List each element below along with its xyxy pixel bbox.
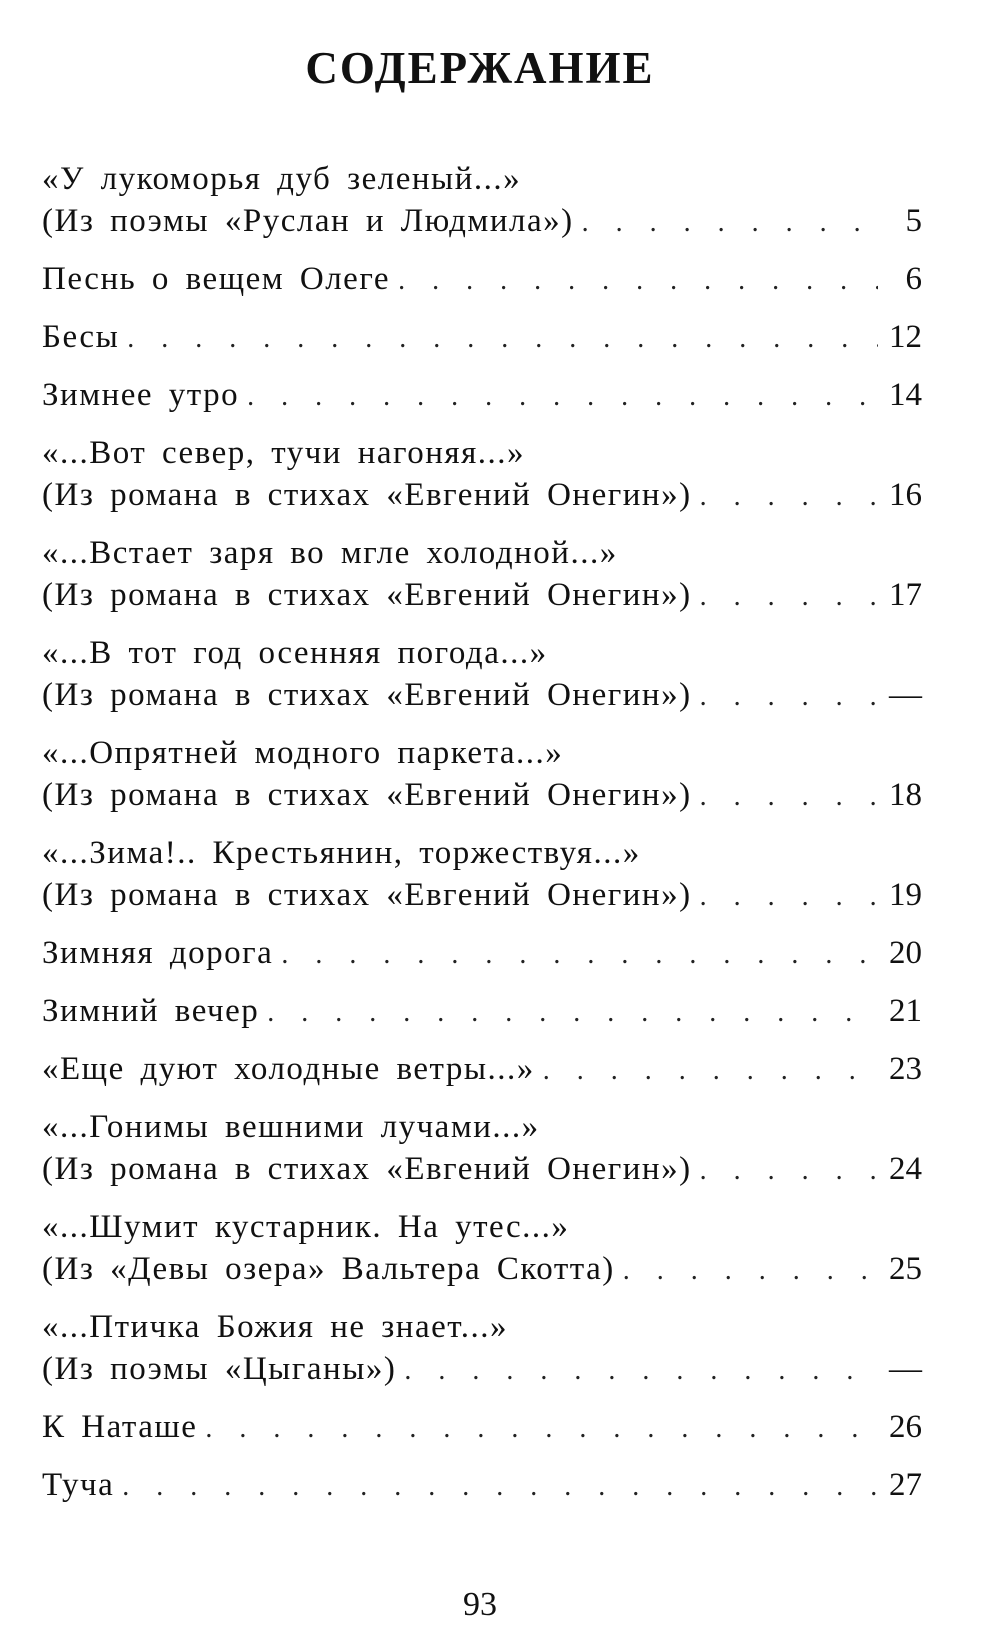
- toc-entry-title: «...Вот север, тучи нагоняя...»: [42, 435, 526, 471]
- toc-entry-page-number: 26: [889, 1409, 922, 1445]
- dot-leader: [398, 260, 878, 302]
- toc-entry-page-number: 14: [889, 377, 922, 413]
- dot-leader: [122, 1466, 878, 1508]
- toc-entry: [42, 532, 922, 618]
- toc-entry-line: [42, 674, 922, 718]
- toc-entry-line: [42, 316, 922, 360]
- toc-entry: [42, 632, 922, 718]
- toc-entry-title: (Из поэмы «Руслан и Людмила»): [42, 203, 574, 239]
- toc-entry-page-number: —: [889, 1351, 922, 1387]
- page-number: 93: [463, 1586, 497, 1623]
- toc-entry: [42, 1464, 922, 1508]
- dot-leader: [404, 1350, 878, 1392]
- dot-leader: [127, 318, 878, 360]
- dot-leader: [700, 876, 878, 918]
- dot-leader: [623, 1250, 878, 1292]
- toc-entry-title: (Из поэмы «Цыганы»): [42, 1351, 397, 1387]
- toc-entry-title: «...Гонимы вешними лучами...»: [42, 1109, 540, 1145]
- toc-entry-page-number: 12: [889, 319, 922, 355]
- toc-entry-title: «...Встает заря во мгле холодной...»: [42, 535, 618, 571]
- toc-entry-title: «...Опрятней модного паркета...»: [42, 735, 564, 771]
- toc-entry-page-number: 24: [889, 1151, 922, 1187]
- toc-entry-title: «Еще дуют холодные ветры...»: [42, 1051, 535, 1087]
- toc-entry-title: (Из романа в стихах «Евгений Онегин»): [42, 577, 692, 613]
- toc-entry-page-number: 17: [889, 577, 922, 613]
- toc-entry-line: [42, 474, 922, 518]
- toc-entry: [42, 1306, 922, 1392]
- dot-leader: [700, 576, 878, 618]
- dot-leader: [205, 1408, 878, 1450]
- toc-entry-line: [42, 990, 922, 1034]
- toc-entry: [42, 1048, 922, 1092]
- toc-entry-page-number: 18: [889, 777, 922, 813]
- dot-leader: [247, 376, 878, 418]
- toc-entry-line: [42, 1406, 922, 1450]
- dot-leader: [267, 992, 878, 1034]
- toc-entry-line: [42, 932, 922, 976]
- toc-entry-line: [42, 1464, 922, 1508]
- toc-entry-line: [42, 1148, 922, 1192]
- toc-entry-line: [42, 374, 922, 418]
- dot-leader: [543, 1050, 878, 1092]
- toc-entry-first-line: [42, 432, 922, 474]
- toc-entry-line: [42, 200, 922, 244]
- toc-entry-page-number: 23: [889, 1051, 922, 1087]
- toc-entry-title: Бесы: [42, 319, 120, 355]
- toc-entry-first-line: [42, 1306, 922, 1348]
- toc-entry-title: Зимняя дорога: [42, 935, 274, 971]
- toc-entry: [42, 1406, 922, 1450]
- toc-entry-first-line: [42, 1106, 922, 1148]
- toc-entry: [42, 732, 922, 818]
- toc-entry-line: [42, 1348, 922, 1392]
- toc-entry-first-line: [42, 832, 922, 874]
- toc-entry-title: (Из романа в стихах «Евгений Онегин»): [42, 477, 692, 513]
- toc-entry: [42, 832, 922, 918]
- toc-entry: [42, 932, 922, 976]
- dot-leader: [700, 776, 878, 818]
- toc-entry-first-line: [42, 158, 922, 200]
- toc-entry-first-line: [42, 532, 922, 574]
- dot-leader: [281, 934, 878, 976]
- toc-entry-title: «...Птичка Божия не знает...»: [42, 1309, 508, 1345]
- toc-entry-first-line: [42, 732, 922, 774]
- toc-entry-title: «...В тот год осенняя погода...»: [42, 635, 548, 671]
- dot-leader: [700, 1150, 878, 1192]
- toc-entry: [42, 374, 922, 418]
- dot-leader: [700, 676, 878, 718]
- toc-entry-first-line: [42, 1206, 922, 1248]
- toc-entry-first-line: [42, 632, 922, 674]
- toc-entry-title: Туча: [42, 1467, 115, 1503]
- toc-entry-line: [42, 258, 922, 302]
- toc-entry-title: Песнь о вещем Олеге: [42, 261, 391, 297]
- toc-entry: [42, 990, 922, 1034]
- toc-entry-page-number: 20: [889, 935, 922, 971]
- toc-entry-title: (Из «Девы озера» Вальтера Скотта): [42, 1251, 615, 1287]
- toc-entry-page-number: 19: [889, 877, 922, 913]
- toc-entry-line: [42, 1248, 922, 1292]
- toc-entry: [42, 316, 922, 360]
- toc-entry-title: (Из романа в стихах «Евгений Онегин»): [42, 677, 692, 713]
- dot-leader: [700, 476, 878, 518]
- toc-entry-title: (Из романа в стихах «Евгений Онегин»): [42, 1151, 692, 1187]
- toc-entry-title: «У лукоморья дуб зеленый...»: [42, 161, 522, 197]
- toc-entry-title: «...Зима!.. Крестьянин, торжествуя...»: [42, 835, 641, 871]
- toc-entry-title: (Из романа в стихах «Евгений Онегин»): [42, 777, 692, 813]
- toc-entry-page-number: 16: [889, 477, 922, 513]
- toc-entry-title: Зимний вечер: [42, 993, 260, 1029]
- toc-entry-page-number: 21: [889, 993, 922, 1029]
- toc-entry-title: (Из романа в стихах «Евгений Онегин»): [42, 877, 692, 913]
- toc-entry-page-number: 6: [905, 261, 922, 297]
- toc-entry: [42, 158, 922, 244]
- table-of-contents: [42, 158, 922, 1522]
- toc-entry-page-number: 27: [889, 1467, 922, 1503]
- dot-leader: [582, 202, 878, 244]
- toc-entry-title: Зимнее утро: [42, 377, 240, 413]
- toc-entry-page-number: 25: [889, 1251, 922, 1287]
- toc-entry: [42, 258, 922, 302]
- toc-entry-line: [42, 574, 922, 618]
- toc-entry-line: [42, 874, 922, 918]
- toc-entry: [42, 1206, 922, 1292]
- toc-entry: [42, 432, 922, 518]
- toc-entry-title: К Наташе: [42, 1409, 198, 1445]
- toc-entry-page-number: 5: [905, 203, 922, 239]
- toc-entry-page-number: —: [889, 677, 922, 713]
- toc-entry-line: [42, 1048, 922, 1092]
- toc-entry: [42, 1106, 922, 1192]
- toc-entry-line: [42, 774, 922, 818]
- page-title: СОДЕРЖАНИЕ: [305, 43, 655, 93]
- toc-entry-title: «...Шумит кустарник. На утес...»: [42, 1209, 570, 1245]
